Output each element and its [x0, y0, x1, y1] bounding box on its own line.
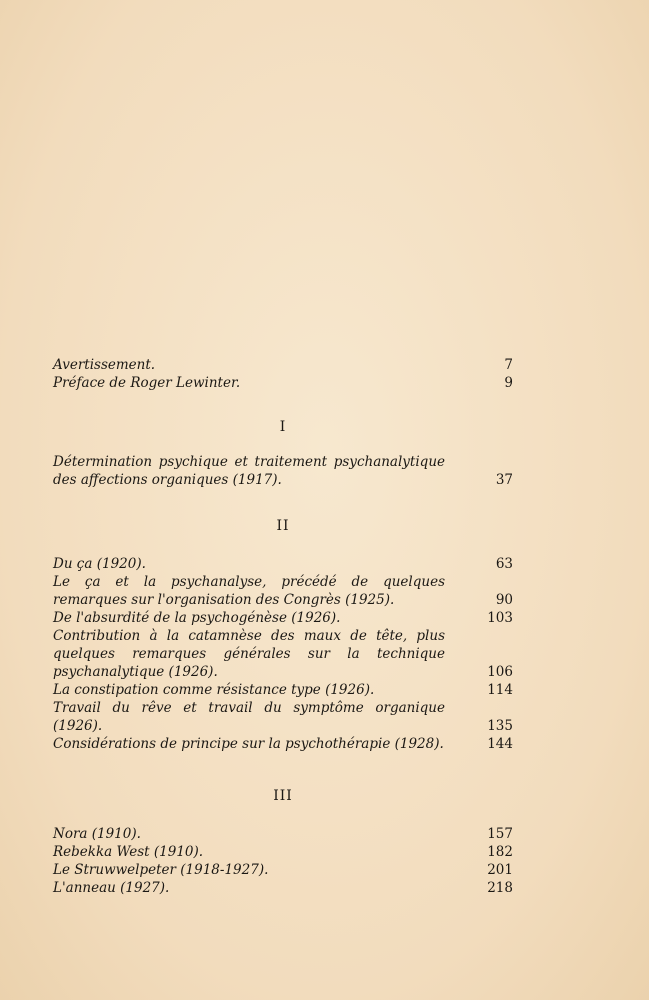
toc-entry — [53, 356, 513, 374]
show-through-text — [200, 70, 580, 122]
toc-entry-title: L'anneau (1927). — [53, 880, 170, 896]
toc-entry-page: 7 — [504, 357, 513, 373]
toc-entry — [53, 699, 513, 735]
toc-entry — [53, 825, 513, 843]
toc-entry-page: 144 — [487, 736, 513, 752]
toc-entry-page: 114 — [487, 682, 513, 698]
toc-entry — [53, 573, 513, 609]
toc-entry — [53, 453, 513, 489]
toc-entry-title: Travail du rêve et travail du symptôme organique (1926). — [53, 700, 445, 734]
toc-entry — [53, 879, 513, 897]
toc-entry — [53, 843, 513, 861]
toc-entry — [53, 861, 513, 879]
toc-entry-title: Contribution à la catamnèse des maux de tête, plus quelques remarques générales sur la technique psychanalytique (1926). — [53, 628, 445, 680]
section-heading: I — [279, 419, 287, 435]
toc-entry-page: 37 — [495, 472, 513, 488]
toc-entry-title: Avertissement. — [53, 357, 156, 373]
toc-entry-page: 63 — [495, 556, 513, 572]
toc-entry — [53, 735, 513, 753]
toc-entry-page: 201 — [487, 862, 513, 878]
toc-entry-page: 9 — [504, 375, 513, 391]
toc-entry-title: Préface de Roger Lewinter. — [53, 375, 241, 391]
toc-entry — [53, 374, 513, 392]
section-heading: III — [273, 788, 293, 804]
toc-entry — [53, 627, 513, 681]
toc-entry — [53, 609, 513, 627]
toc-entry-page: 157 — [487, 826, 513, 842]
section-heading: II — [276, 518, 290, 534]
toc-entry-page: 218 — [487, 880, 513, 896]
toc-entry-page: 90 — [495, 592, 513, 608]
toc-entry-title: Rebekka West (1910). — [53, 844, 204, 860]
toc-entry-page: 135 — [487, 718, 513, 734]
toc-entry-title: La constipation comme résistance type (1926). — [53, 682, 375, 698]
toc-entry-title: Détermination psychique et traitement psychanalytique des affections organiques (1917). — [53, 454, 445, 488]
toc-entry-title: Considérations de principe sur la psychothérapie (1928). — [53, 736, 444, 752]
toc-entry-title: Le ça et la psychanalyse, précédé de quelques remarques sur l'organisation des Congrès (1925). — [53, 574, 445, 608]
toc-entry-page: 106 — [487, 664, 513, 680]
toc-entry-page: 182 — [487, 844, 513, 860]
toc-entry-title: De l'absurdité de la psychogénèse (1926). — [53, 610, 341, 626]
toc-entry-page: 103 — [487, 610, 513, 626]
toc-entry-title: Du ça (1920). — [53, 556, 146, 572]
toc-entry-title: Le Struwwelpeter (1918-1927). — [53, 862, 269, 878]
toc-entry — [53, 681, 513, 699]
toc-entry-title: Nora (1910). — [53, 826, 141, 842]
table-of-contents — [53, 356, 513, 897]
toc-entry — [53, 555, 513, 573]
